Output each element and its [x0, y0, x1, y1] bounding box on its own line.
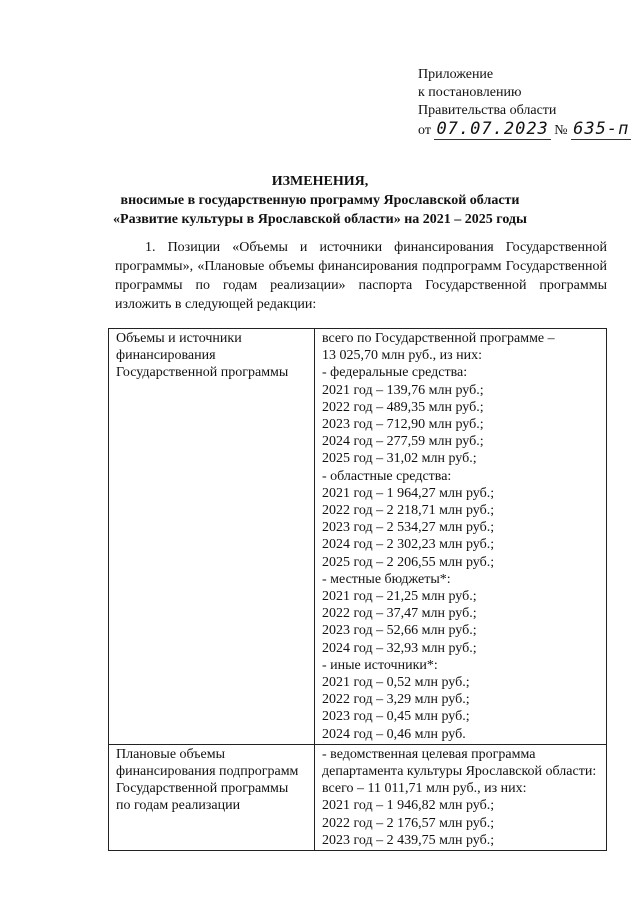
value-line: - областные средства:: [322, 468, 452, 484]
row-label-line: Объемы и источники: [116, 331, 242, 346]
row-value-cell: [315, 329, 607, 745]
row-label-cell: [109, 329, 315, 745]
row-label-line: Плановые объемы: [116, 746, 226, 762]
row-label-line: Государственной программы: [116, 781, 289, 797]
value-line: 2021 год – 1 964,27 млн руб.;: [322, 485, 495, 501]
value-line: 13 025,70 млн руб., из них:: [322, 348, 482, 364]
value-line: - ведомственная целевая программа: [322, 746, 536, 762]
row-label-line: финансирования: [116, 348, 216, 364]
value-line: 2025 год – 31,02 млн руб.;: [322, 451, 477, 467]
annex-block: [418, 66, 631, 140]
annex-line-government: Правительства области: [418, 103, 557, 118]
document-title: [0, 172, 640, 229]
value-line: - иные источники*:: [322, 657, 438, 673]
value-line: 2023 год – 712,90 млн руб.;: [322, 417, 484, 433]
value-line: 2021 год – 0,52 млн руб.;: [322, 675, 470, 691]
value-line: 2023 год – 2 439,75 млн руб.;: [322, 832, 495, 848]
row-value-cell: [315, 744, 607, 850]
value-line: 2021 год – 21,25 млн руб.;: [322, 589, 477, 605]
annex-date-number-line: [418, 120, 631, 140]
value-line: всего по Государственной программе –: [322, 331, 555, 346]
table-row: [109, 329, 607, 745]
value-line: 2021 год – 139,76 млн руб.;: [322, 382, 484, 398]
value-line: 2023 год – 52,66 млн руб.;: [322, 623, 477, 639]
row-label-cell: [109, 744, 315, 850]
title-line-2: вносимые в государственную программу Ярославской области: [120, 193, 520, 208]
annex-title: Приложение: [418, 67, 494, 82]
number-sign: №: [554, 123, 568, 138]
value-line: 2021 год – 1 946,82 млн руб.;: [322, 798, 495, 814]
row-label-line: Государственной программы: [116, 365, 289, 381]
passport-table: [108, 328, 607, 851]
value-line: департамента культуры Ярославской области:: [322, 764, 597, 780]
value-line: 2023 год – 2 534,27 млн руб.;: [322, 520, 495, 536]
annex-prefix: от: [418, 123, 431, 138]
value-line: 2024 год – 277,59 млн руб.;: [322, 434, 484, 450]
value-line: 2025 год – 2 206,55 млн руб.;: [322, 554, 495, 570]
value-line: - местные бюджеты*:: [322, 571, 451, 587]
row-label-line: по годам реализации: [116, 798, 241, 814]
value-line: 2022 год – 2 176,57 млн руб.;: [322, 815, 495, 831]
value-line: 2024 год – 32,93 млн руб.;: [322, 640, 477, 656]
intro-paragraph: 1. Позиции «Объемы и источники финансирования Государственной программы», «Плановые объемы финансирования подпрограмм Государственной программы по годам реализации» паспорта Государственной программы изложить в следующей редакции:: [115, 240, 607, 312]
value-line: 2024 год – 0,46 млн руб.: [322, 726, 466, 742]
value-line: 2024 год – 2 302,23 млн руб.;: [322, 537, 495, 553]
value-line: 2022 год – 37,47 млн руб.;: [322, 606, 477, 622]
value-line: 2022 год – 489,35 млн руб.;: [322, 399, 484, 415]
handwritten-date: 07.07.2023: [436, 119, 549, 139]
handwritten-number: 635-п: [573, 119, 630, 139]
value-line: 2023 год – 0,45 млн руб.;: [322, 709, 470, 725]
annex-line-decree: к постановлению: [418, 85, 522, 100]
value-line: 2022 год – 2 218,71 млн руб.;: [322, 503, 495, 519]
value-line: 2022 год – 3,29 млн руб.;: [322, 692, 470, 708]
title-line-1: ИЗМЕНЕНИЯ,: [271, 174, 369, 189]
row-label-line: финансирования подпрограмм: [116, 764, 299, 780]
value-line: - федеральные средства:: [322, 365, 468, 381]
value-line: всего – 11 011,71 млн руб., из них:: [322, 781, 527, 797]
title-line-3: «Развитие культуры в Ярославской области» на 2021 – 2025 годы: [113, 212, 527, 227]
table-row: [109, 744, 607, 850]
